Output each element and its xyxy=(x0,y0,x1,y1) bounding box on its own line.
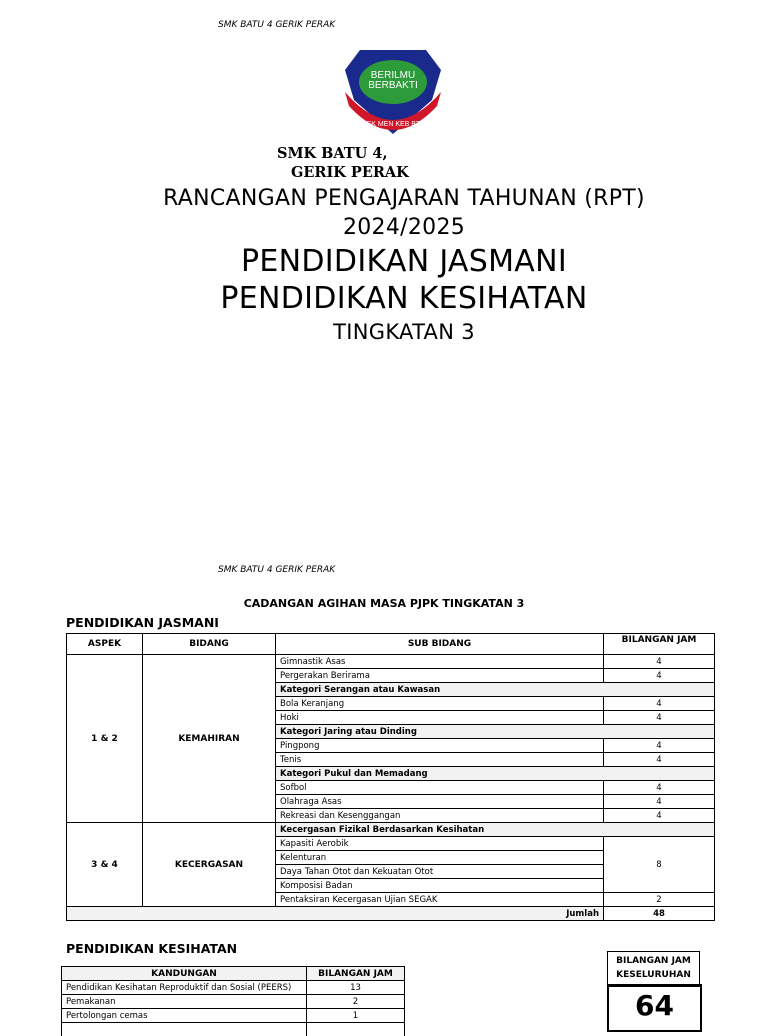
pk-section-title: PENDIDIKAN KESIHATAN xyxy=(66,941,237,956)
bidang-cell: KECERGASAN xyxy=(143,823,276,907)
col-sub-bidang: SUB BIDANG xyxy=(276,634,604,655)
col-bilangan-jam: BILANGAN JAM xyxy=(307,967,405,981)
total-label-line1: BILANGAN JAM xyxy=(608,954,699,968)
category-cell: Kategori Serangan atau Kawasan xyxy=(276,683,715,697)
jumlah-label: Jumlah xyxy=(67,907,604,921)
jumlah-value: 48 xyxy=(604,907,715,921)
sub-bidang-cell: Gimnastik Asas xyxy=(276,655,604,669)
school-logo xyxy=(340,48,446,140)
table-row xyxy=(67,823,715,837)
jam-cell: 4 xyxy=(604,809,715,823)
kandungan-cell: Pendidikan Kesihatan Reproduktif dan Sosial (PEERS) xyxy=(62,981,307,995)
sub-bidang-cell: Sofbol xyxy=(276,781,604,795)
page2-header: SMK BATU 4 GERIK PERAK xyxy=(218,565,335,575)
aspek-cell: 3 & 4 xyxy=(67,823,143,907)
sub-bidang-cell: Kapasiti Aerobik xyxy=(276,837,604,851)
sub-bidang-cell: Rekreasi dan Kesenggangan xyxy=(276,809,604,823)
pj-section-title: PENDIDIKAN JASMANI xyxy=(66,615,219,630)
bidang-cell: KEMAHIRAN xyxy=(143,655,276,823)
table-row xyxy=(62,981,405,995)
jam-cell: 4 xyxy=(604,669,715,683)
sub-bidang-cell: Pentaksiran Kecergasan Ujian SEGAK xyxy=(276,893,604,907)
table-row xyxy=(62,1023,405,1036)
sub-bidang-cell: Pergerakan Berirama xyxy=(276,669,604,683)
allocation-title: CADANGAN AGIHAN MASA PJPK TINGKATAN 3 xyxy=(0,597,768,610)
jam-cell: 4 xyxy=(604,711,715,725)
subject-title-2: PENDIDIKAN KESIHATAN xyxy=(0,281,768,316)
total-row xyxy=(67,907,715,921)
jam-cell: 2 xyxy=(307,995,405,1009)
jam-cell: 4 xyxy=(604,655,715,669)
col-kandungan: KANDUNGAN xyxy=(62,967,307,981)
jam-cell: 13 xyxy=(307,981,405,995)
category-cell: Kategori Jaring atau Dinding xyxy=(276,725,715,739)
sub-bidang-cell: Bola Keranjang xyxy=(276,697,604,711)
form-level: TINGKATAN 3 xyxy=(0,320,768,344)
sub-bidang-cell: Hoki xyxy=(276,711,604,725)
table-header-row xyxy=(62,967,405,981)
school-name-line2: GERIK PERAK xyxy=(291,163,409,182)
col-bidang: BIDANG xyxy=(143,634,276,655)
jam-cell: 4 xyxy=(604,739,715,753)
jam-cell: 8 xyxy=(604,837,715,893)
category-cell: Kecergasan Fizikal Berdasarkan Kesihatan xyxy=(276,823,715,837)
logo-ribbon-text: SEK MEN KEB BT4 xyxy=(362,121,424,128)
jam-cell: 4 xyxy=(604,753,715,767)
sub-bidang-cell: Olahraga Asas xyxy=(276,795,604,809)
school-name-line1: SMK BATU 4, xyxy=(277,144,388,163)
jam-cell: 4 xyxy=(604,697,715,711)
subject-title-1: PENDIDIKAN JASMANI xyxy=(0,244,768,279)
kandungan-cell-partial xyxy=(62,1023,307,1036)
total-label-line2: KESELURUHAN xyxy=(608,968,699,982)
jam-cell-partial xyxy=(307,1023,405,1036)
jam-cell: 4 xyxy=(604,781,715,795)
col-bilangan-jam: BILANGAN JAM xyxy=(604,634,715,655)
jam-cell: 2 xyxy=(604,893,715,907)
logo-text-bottom: BERBAKTI xyxy=(368,80,417,91)
total-hours-value: 64 xyxy=(607,984,702,1032)
table-header-row xyxy=(67,634,715,655)
sub-bidang-cell: Daya Tahan Otot dan Kekuatan Otot xyxy=(276,865,604,879)
sub-bidang-cell: Kelenturan xyxy=(276,851,604,865)
table-row xyxy=(62,1009,405,1023)
sub-bidang-cell: Tenis xyxy=(276,753,604,767)
sub-bidang-cell: Komposisi Badan xyxy=(276,879,604,893)
pj-allocation-table xyxy=(66,633,715,921)
jam-cell: 1 xyxy=(307,1009,405,1023)
logo-text-top: BERILMU xyxy=(371,70,415,81)
rpt-title: RANCANGAN PENGAJARAN TAHUNAN (RPT) xyxy=(0,186,768,211)
jam-cell: 4 xyxy=(604,795,715,809)
kandungan-cell: Pemakanan xyxy=(62,995,307,1009)
pk-allocation-table xyxy=(61,966,405,1036)
total-hours-label-box xyxy=(607,951,700,987)
page-header: SMK BATU 4 GERIK PERAK xyxy=(218,20,335,30)
sub-bidang-cell: Pingpong xyxy=(276,739,604,753)
aspek-cell: 1 & 2 xyxy=(67,655,143,823)
kandungan-cell: Pertolongan cemas xyxy=(62,1009,307,1023)
academic-year: 2024/2025 xyxy=(0,215,768,240)
col-aspek: ASPEK xyxy=(67,634,143,655)
table-row xyxy=(62,995,405,1009)
table-row xyxy=(67,655,715,669)
category-cell: Kategori Pukul dan Memadang xyxy=(276,767,715,781)
school-crest-icon xyxy=(340,48,446,140)
